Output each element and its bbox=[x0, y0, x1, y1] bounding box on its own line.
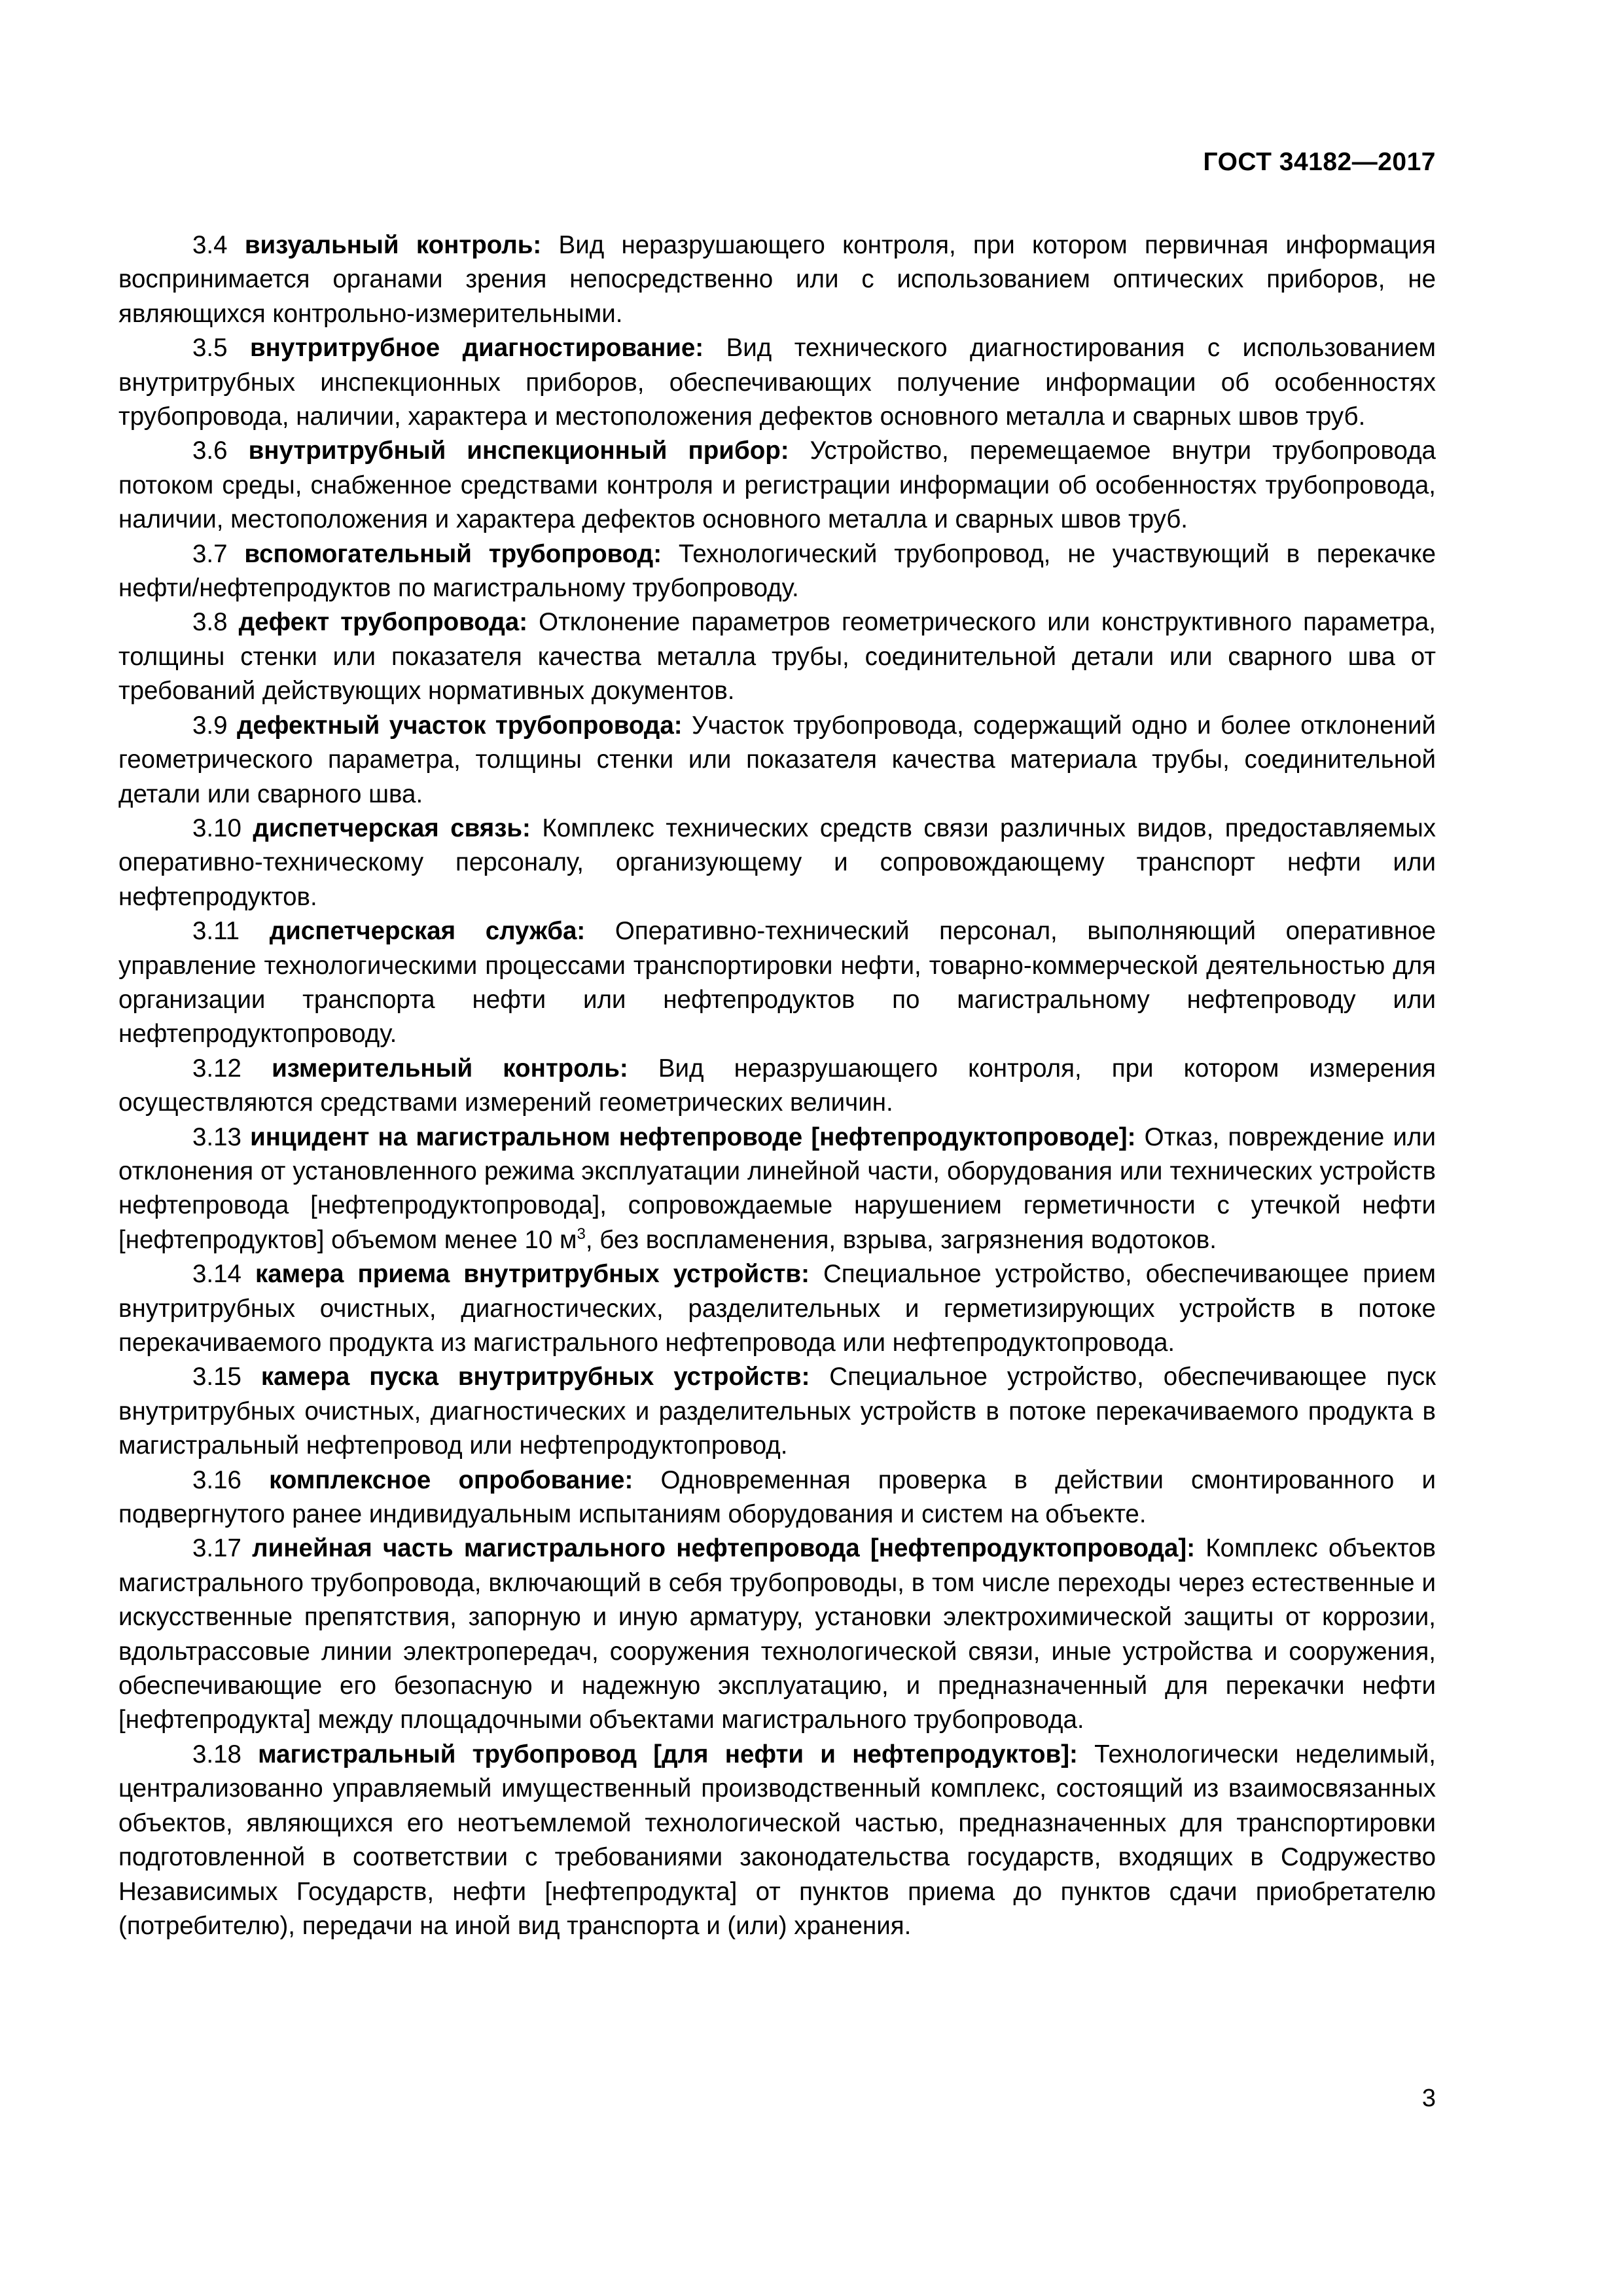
term-entry-3-14 bbox=[118, 1257, 1436, 1360]
term-definition: Вид неразрушающего контроля, при котором измерения осуществляются средствами измерений геометрических величин. bbox=[118, 1054, 1436, 1117]
term-definition: Технологически неделимый, централизованно управляемый имущественный производственный комплекс, состоящий из взаимосвязанных объектов, являющихся его неотъемлемой технологической частью, предназначенных для транспортировки подготовленной в соответствии с требованиями законодательства государств, входящих в Содружество Независимых Государств, нефти [нефтепродукта] от пунктов приема до пунктов сдачи приобретателю (потребителю), передачи на иной вид транспорта и (или) хранения. bbox=[118, 1740, 1436, 1940]
term-number: 3.14 bbox=[192, 1260, 241, 1289]
term-number: 3.10 bbox=[192, 814, 241, 842]
term-entry-3-17 bbox=[118, 1532, 1436, 1737]
term-title: измерительный контроль: bbox=[272, 1054, 628, 1083]
term-definition: Специальное устройство, обеспечивающее прием внутритрубных очистных, диагностических, разделительных и герметизирующих устройств в потоке перекачиваемого продукта из магистрального нефтепровода или нефтепродуктопровода. bbox=[118, 1260, 1436, 1357]
term-number: 3.15 bbox=[192, 1363, 241, 1391]
term-title: камера приема внутритрубных устройств: bbox=[255, 1260, 810, 1289]
term-number: 3.18 bbox=[192, 1740, 241, 1768]
term-title: дефектный участок трубопровода: bbox=[236, 711, 683, 740]
term-definition-tail: , без воспламенения, взрыва, загрязнения водотоков. bbox=[585, 1225, 1217, 1254]
page-number: 3 bbox=[1421, 2085, 1436, 2112]
term-definition: Специальное устройство, обеспечивающее пуск внутритрубных очистных, диагностических и разделительных устройств в потоке перекачиваемого продукта в магистральный нефтепровод или нефтепродуктопровод. bbox=[118, 1363, 1436, 1460]
term-entry-3-11 bbox=[118, 914, 1436, 1052]
term-entry-3-10 bbox=[118, 812, 1436, 914]
term-number: 3.13 bbox=[192, 1122, 241, 1151]
term-entry-3-16 bbox=[118, 1463, 1436, 1532]
term-entry-3-5 bbox=[118, 331, 1436, 434]
term-entry-3-8 bbox=[118, 605, 1436, 708]
term-definition: Технологический трубопровод, не участвующий в перекачке нефти/нефтепродуктов по магистральному трубопроводу. bbox=[118, 539, 1436, 603]
term-title: внутритрубный инспекционный прибор: bbox=[248, 437, 789, 465]
term-definition: Отказ, повреждение или отклонения от установленного режима эксплуатации линейной части, оборудования или технических устройств нефтепровода [нефтепродуктопровода], сопровождаемые нарушением герметичности с утечкой нефти [нефтепродуктов] объемом менее 10 м bbox=[118, 1122, 1436, 1254]
term-entry-3-13 bbox=[118, 1121, 1436, 1258]
term-definition: Отклонение параметров геометрического или конструктивного параметра, толщины стенки или показателя качества металла трубы, соединительной детали или сварного шва от требований действующих нормативных документов. bbox=[118, 608, 1436, 706]
term-title: диспетчерская служба: bbox=[269, 917, 586, 946]
term-title: визуальный контроль: bbox=[244, 231, 542, 259]
term-definition: Комплекс объектов магистрального трубопровода, включающий в себя трубопроводы, в том числе переходы через естественные и искусственные препятствия, запорную и иную арматуру, установки электрохимической защиты от коррозии, вдольтрассовые линии электропередач, сооружения технологической связи, иные устройства и сооружения, обеспечивающие его безопасную и надежную эксплуатацию, и предназначенный для перекачки нефти [нефтепродукта] между площадочными объектами магистрального трубопровода. bbox=[118, 1534, 1436, 1734]
term-number: 3.12 bbox=[192, 1054, 241, 1083]
term-definition: Вид неразрушающего контроля, при котором первичная информация воспринимается органами зрения непосредственно или с использованием оптических приборов, не являющихся контрольно-измерительными. bbox=[118, 231, 1436, 328]
term-definition: Одновременная проверка в действии смонтированного и подвергнутого ранее индивидуальным испытаниям оборудования и систем на объекте. bbox=[118, 1465, 1436, 1529]
superscript-exponent: 3 bbox=[577, 1225, 586, 1243]
term-number: 3.7 bbox=[192, 539, 228, 568]
term-title: инцидент на магистральном нефтепроводе [нефтепродуктопроводе]: bbox=[250, 1122, 1136, 1151]
term-title: комплексное опробование: bbox=[269, 1465, 633, 1494]
terms-list bbox=[118, 228, 1436, 1943]
term-title: линейная часть магистрального нефтепровода [нефтепродуктопровода]: bbox=[252, 1534, 1196, 1563]
term-number: 3.16 bbox=[192, 1465, 241, 1494]
term-entry-3-4 bbox=[118, 228, 1436, 331]
term-definition: Оперативно-технический персонал, выполняющий оперативное управление технологическими процессами транспортировки нефти, товарно-коммерческой деятельностью для организации транспорта нефти или нефтепродуктов по магистральному нефтепроводу или нефтепродуктопроводу. bbox=[118, 917, 1436, 1049]
term-definition: Комплекс технических средств связи различных видов, предоставляемых оперативно-техническому персоналу, организующему и сопровождающему транспорт нефти или нефтепродуктов. bbox=[118, 814, 1436, 911]
term-title: дефект трубопровода: bbox=[238, 608, 528, 637]
term-number: 3.17 bbox=[192, 1534, 241, 1563]
term-entry-3-15 bbox=[118, 1360, 1436, 1463]
term-entry-3-9 bbox=[118, 709, 1436, 812]
term-title: диспетчерская связь: bbox=[253, 814, 531, 842]
term-definition: Участок трубопровода, содержащий одно и более отклонений геометрического параметра, толщины стенки или показателя качества материала трубы, соединительной детали или сварного шва. bbox=[118, 711, 1436, 808]
term-number: 3.8 bbox=[192, 608, 228, 637]
term-entry-3-7 bbox=[118, 537, 1436, 606]
term-number: 3.5 bbox=[192, 334, 228, 363]
term-entry-3-12 bbox=[118, 1052, 1436, 1121]
term-number: 3.4 bbox=[192, 231, 228, 259]
term-title: камера пуска внутритрубных устройств: bbox=[260, 1363, 810, 1391]
term-number: 3.9 bbox=[192, 711, 228, 740]
term-entry-3-18 bbox=[118, 1738, 1436, 1943]
standard-code: ГОСТ 34182—2017 bbox=[1203, 148, 1436, 176]
term-title: магистральный трубопровод [для нефти и нефтепродуктов]: bbox=[258, 1740, 1078, 1768]
term-number: 3.11 bbox=[192, 917, 240, 946]
term-definition: Вид технического диагностирования с использованием внутритрубных инспекционных приборов, обеспечивающих получение информации об особенностях трубопровода, наличии, характера и местоположения дефектов основного металла и сварных швов труб. bbox=[118, 334, 1436, 431]
term-title: вспомогательный трубопровод: bbox=[244, 539, 662, 568]
term-title: внутритрубное диагностирование: bbox=[250, 334, 704, 363]
term-entry-3-6 bbox=[118, 434, 1436, 537]
term-definition: Устройство, перемещаемое внутри трубопровода потоком среды, снабженное средствами контроля и регистрации информации об особенностях трубопровода, наличии, местоположения и характера дефектов основного металла и сварных швов труб. bbox=[118, 437, 1436, 534]
term-number: 3.6 bbox=[192, 437, 228, 465]
